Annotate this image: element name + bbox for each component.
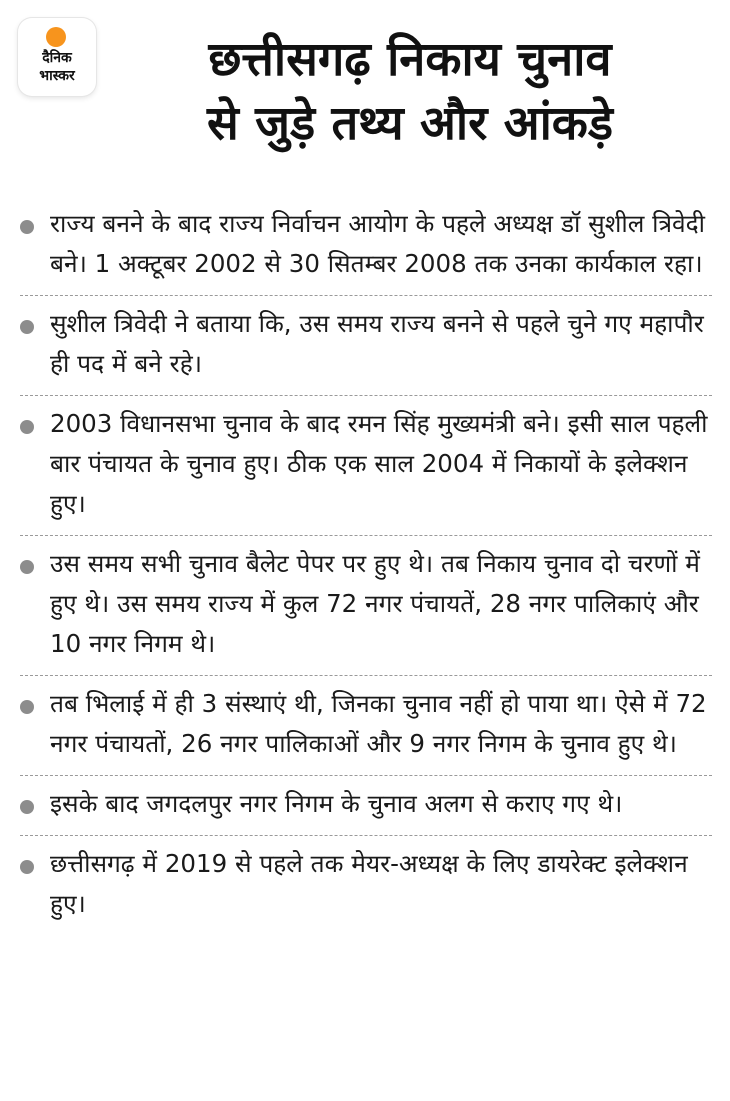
bullet-dot-icon bbox=[20, 560, 34, 574]
bullet-dot-icon bbox=[20, 220, 34, 234]
fact-text: सुशील त्रिवेदी ने बताया कि, उस समय राज्य बनने से पहले चुने गए महापौर ही पद में बने रहे। bbox=[50, 309, 704, 378]
fact-text: छत्तीसगढ़ में 2019 से पहले तक मेयर-अध्यक्ष के लिए डायरेक्ट इलेक्शन हुए। bbox=[50, 849, 688, 918]
dainik-bhaskar-logo bbox=[18, 18, 96, 96]
fact-text: राज्य बनने के बाद राज्य निर्वाचन आयोग के पहले अध्यक्ष डॉ सुशील त्रिवेदी बने। 1 अक्टूबर 2002 से 30 सितम्बर 2008 तक उनका कार्यकाल रहा। bbox=[50, 209, 705, 278]
fact-item bbox=[20, 536, 712, 676]
logo-text-line2: भास्कर bbox=[39, 68, 75, 84]
title-line2: से जुड़े तथ्य और आंकड़े bbox=[206, 96, 613, 151]
fact-text: 2003 विधानसभा चुनाव के बाद रमन सिंह मुख्यमंत्री बने। इसी साल पहली बार पंचायत के चुनाव हुए। ठीक एक साल 2004 में निकायों के इलेक्शन हुए। bbox=[50, 409, 708, 518]
sun-icon bbox=[46, 27, 66, 47]
logo-text-line1: दैनिक bbox=[42, 50, 72, 66]
fact-item bbox=[20, 296, 712, 396]
header bbox=[0, 0, 730, 190]
bullet-dot-icon bbox=[20, 860, 34, 874]
title-line1: छत्तीसगढ़ निकाय चुनाव bbox=[208, 32, 612, 87]
bullet-dot-icon bbox=[20, 320, 34, 334]
facts-list bbox=[0, 196, 730, 935]
fact-item bbox=[20, 776, 712, 836]
bullet-dot-icon bbox=[20, 800, 34, 814]
fact-item bbox=[20, 836, 712, 935]
fact-item bbox=[20, 396, 712, 536]
bullet-dot-icon bbox=[20, 700, 34, 714]
fact-item bbox=[20, 676, 712, 776]
fact-text: तब भिलाई में ही 3 संस्थाएं थी, जिनका चुनाव नहीं हो पाया था। ऐसे में 72 नगर पंचायतों, 26 नगर पालिकाओं और 9 नगर निगम के चुनाव हुए थे। bbox=[50, 689, 707, 758]
fact-item bbox=[20, 196, 712, 296]
fact-text: उस समय सभी चुनाव बैलेट पेपर पर हुए थे। तब निकाय चुनाव दो चरणों में हुए थे। उस समय राज्य में कुल 72 नगर पंचायतें, 28 नगर पालिकाएं और 10 नगर निगम थे। bbox=[50, 549, 700, 658]
page-title bbox=[110, 28, 710, 156]
fact-text: इसके बाद जगदलपुर नगर निगम के चुनाव अलग से कराए गए थे। bbox=[50, 789, 623, 818]
bullet-dot-icon bbox=[20, 420, 34, 434]
